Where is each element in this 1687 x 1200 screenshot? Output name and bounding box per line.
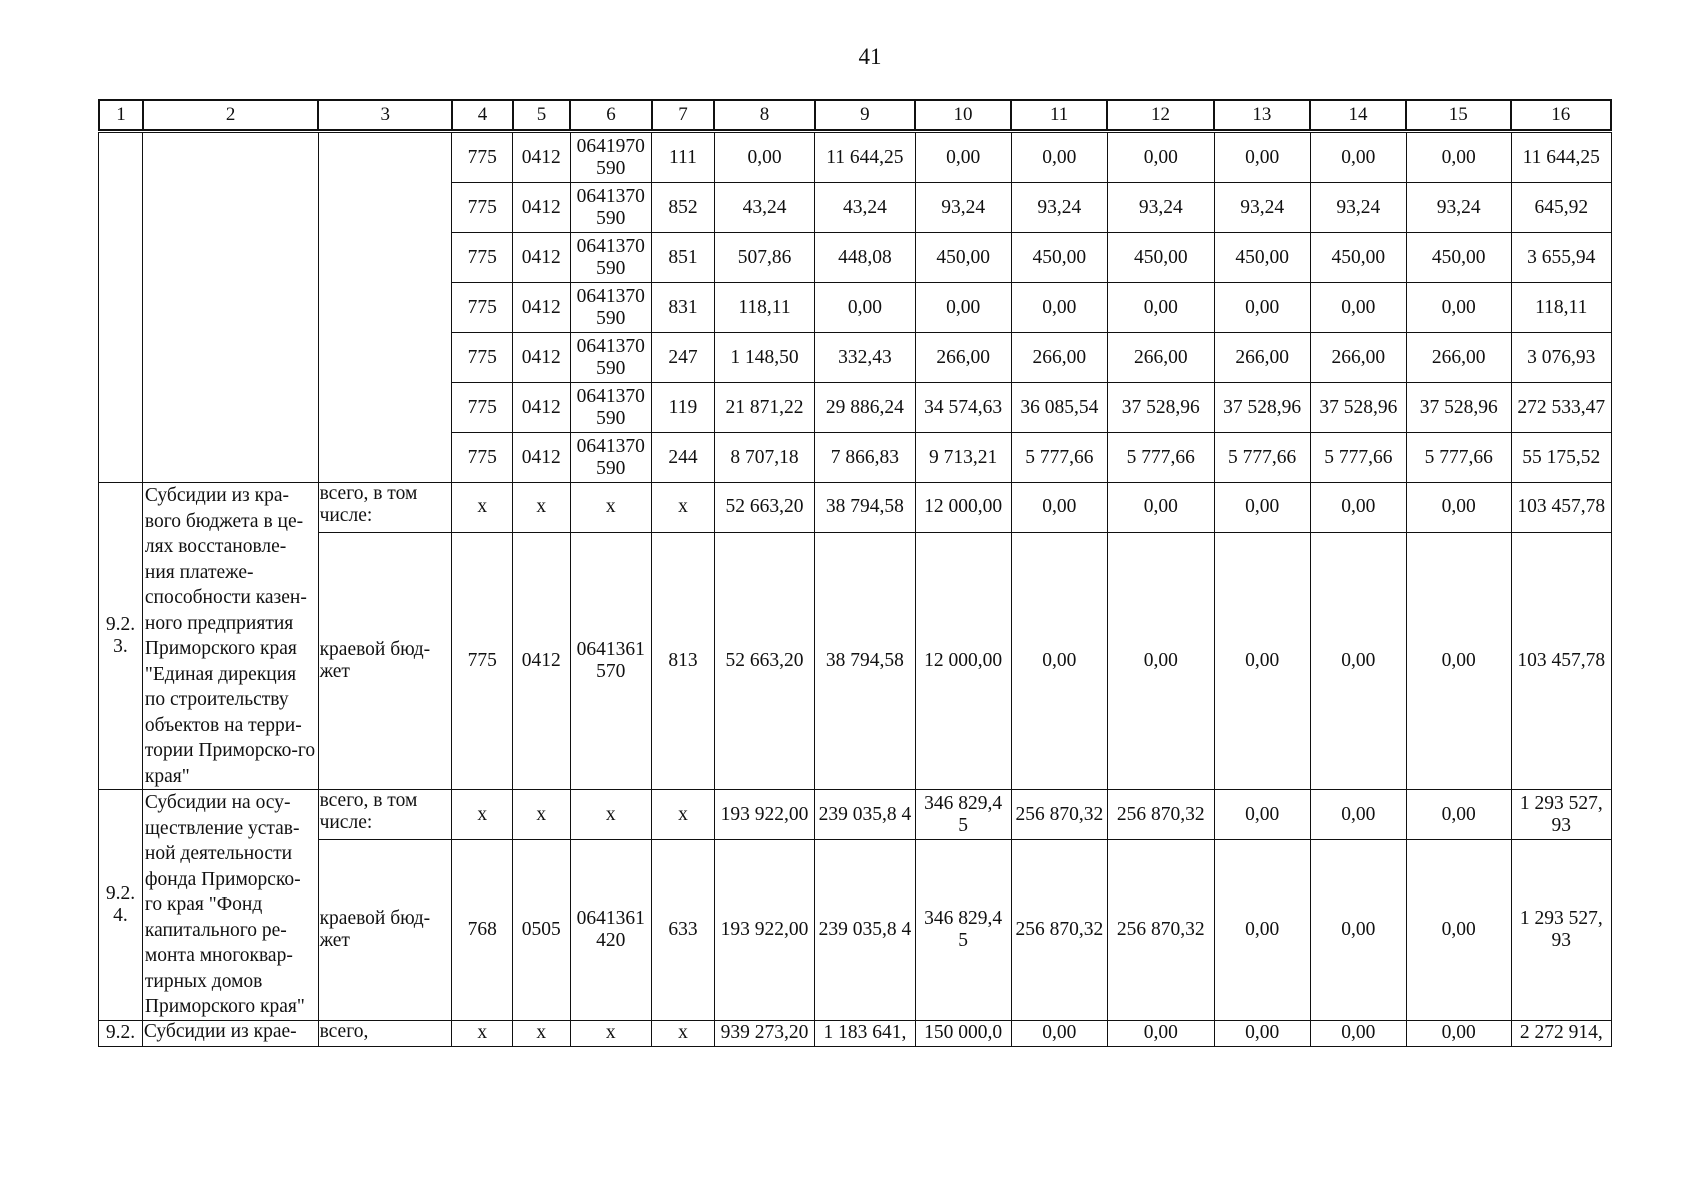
cell: 0,00	[915, 283, 1011, 333]
column-header: 15	[1406, 100, 1510, 130]
cell: 0412	[513, 383, 571, 433]
cell: 0412	[513, 532, 571, 789]
cell: x	[570, 1020, 652, 1046]
cell: 239 035,8 4	[815, 840, 915, 1020]
cell: 775	[452, 183, 513, 233]
cell: 8 707,18	[714, 433, 814, 483]
row-source-cell	[318, 133, 452, 483]
item-number: 9.2.	[99, 1020, 143, 1046]
cell: 0,00	[1107, 1020, 1214, 1046]
cell: x	[652, 483, 715, 533]
cell: 0,00	[1214, 283, 1310, 333]
cell: 0,00	[1107, 283, 1214, 333]
source-label: краевой бюд-жет	[318, 840, 452, 1020]
table-row	[99, 840, 1612, 1020]
cell: 0,00	[1214, 1020, 1310, 1046]
source-label: всего,	[318, 1020, 452, 1046]
cell: 266,00	[1107, 333, 1214, 383]
item-name: Субсидии из кра-вого бюджета в це-лях восстановле-ния платеже-способности казен-ного предприятия Приморского края "Единая дирекция по строительству объектов на терри-тории Приморско-го края"	[142, 483, 318, 790]
cell: 11 644,25	[815, 133, 915, 183]
cell: 775	[452, 333, 513, 383]
cell: 5 777,66	[1011, 433, 1107, 483]
cell: 93,24	[1406, 183, 1511, 233]
cell: 332,43	[815, 333, 915, 383]
cell: 450,00	[1107, 233, 1214, 283]
cell: 775	[452, 133, 513, 183]
cell: 1 183 641,	[815, 1020, 915, 1046]
cell: 0,00	[1310, 1020, 1406, 1046]
cell: 450,00	[1310, 233, 1406, 283]
cell: 5 777,66	[1310, 433, 1406, 483]
cell: 93,24	[915, 183, 1011, 233]
cell: 448,08	[815, 233, 915, 283]
cell: 1 293 527, 93	[1511, 840, 1612, 1020]
cell: 0,00	[1406, 1020, 1511, 1046]
cell: 256 870,32	[1107, 790, 1214, 840]
cell: 93,24	[1310, 183, 1406, 233]
cell: 346 829,4 5	[915, 790, 1011, 840]
cell: 272 533,47	[1511, 383, 1612, 433]
cell: 1 293 527, 93	[1511, 790, 1612, 840]
cell: 0,00	[1214, 483, 1310, 533]
cell: 0,00	[1107, 532, 1214, 789]
cell: 0641370 590	[570, 333, 652, 383]
cell: 450,00	[1214, 233, 1310, 283]
cell: x	[452, 483, 513, 533]
cell: 0,00	[1310, 840, 1406, 1020]
cell: 0412	[513, 333, 571, 383]
cell: 111	[652, 133, 715, 183]
cell: 1 148,50	[714, 333, 814, 383]
cell: 118,11	[714, 283, 814, 333]
cell: 3 076,93	[1511, 333, 1612, 383]
cell: 0,00	[1214, 790, 1310, 840]
cell: 0,00	[1406, 532, 1511, 789]
column-header: 7	[652, 100, 715, 130]
cell: 851	[652, 233, 715, 283]
cell: 450,00	[1406, 233, 1511, 283]
column-header: 3	[318, 100, 452, 130]
cell: 7 866,83	[815, 433, 915, 483]
cell: 266,00	[1214, 333, 1310, 383]
cell: 244	[652, 433, 715, 483]
cell: 5 777,66	[1214, 433, 1310, 483]
cell: 0,00	[815, 283, 915, 333]
cell: x	[513, 483, 571, 533]
cell: 55 175,52	[1511, 433, 1612, 483]
cell: 43,24	[714, 183, 814, 233]
cell: 34 574,63	[915, 383, 1011, 433]
cell: 38 794,58	[815, 483, 915, 533]
cell: 38 794,58	[815, 532, 915, 789]
cell: 0,00	[1406, 483, 1511, 533]
cell: 256 870,32	[1107, 840, 1214, 1020]
cell: 2 272 914,	[1511, 1020, 1612, 1046]
cell: 118,11	[1511, 283, 1612, 333]
cell: 239 035,8 4	[815, 790, 915, 840]
cell: 0412	[513, 433, 571, 483]
cell: x	[452, 1020, 513, 1046]
cell: 150 000,0	[915, 1020, 1011, 1046]
cell: 0,00	[1214, 133, 1310, 183]
cell: 0412	[513, 133, 571, 183]
cell: 256 870,32	[1011, 790, 1107, 840]
table-row	[99, 532, 1612, 789]
cell: 29 886,24	[815, 383, 915, 433]
budget-table	[98, 132, 1612, 1047]
cell: 939 273,20	[714, 1020, 814, 1046]
cell: 0,00	[1406, 790, 1511, 840]
cell: 0,00	[1214, 532, 1310, 789]
cell: 768	[452, 840, 513, 1020]
cell: 93,24	[1107, 183, 1214, 233]
cell: 0641970 590	[570, 133, 652, 183]
column-header: 8	[714, 100, 814, 130]
cell: 0641361 420	[570, 840, 652, 1020]
column-header: 11	[1011, 100, 1107, 130]
cell: x	[452, 790, 513, 840]
cell: 247	[652, 333, 715, 383]
cell: 0412	[513, 183, 571, 233]
cell: 52 663,20	[714, 532, 814, 789]
cell: 5 777,66	[1406, 433, 1511, 483]
cell: 0,00	[1310, 283, 1406, 333]
cell: 0641370 590	[570, 283, 652, 333]
cell: 0,00	[1011, 532, 1107, 789]
column-header: 2	[143, 100, 319, 130]
cell: 103 457,78	[1511, 532, 1612, 789]
cell: 119	[652, 383, 715, 433]
cell: 0,00	[1214, 840, 1310, 1020]
cell: 0,00	[1310, 483, 1406, 533]
row-number-cell	[99, 133, 143, 483]
cell: 21 871,22	[714, 383, 814, 433]
cell: 775	[452, 233, 513, 283]
cell: 93,24	[1214, 183, 1310, 233]
cell: 775	[452, 383, 513, 433]
cell: 37 528,96	[1310, 383, 1406, 433]
item-name: Субсидии из крае-	[142, 1020, 318, 1046]
cell: 0,00	[1406, 840, 1511, 1020]
cell: 775	[452, 433, 513, 483]
cell: 813	[652, 532, 715, 789]
cell: 36 085,54	[1011, 383, 1107, 433]
cell: 266,00	[1011, 333, 1107, 383]
cell: 0,00	[1310, 133, 1406, 183]
cell: 0,00	[1011, 1020, 1107, 1046]
cell: 43,24	[815, 183, 915, 233]
cell: 9 713,21	[915, 433, 1011, 483]
cell: 633	[652, 840, 715, 1020]
source-label: всего, в том числе:	[318, 790, 452, 840]
cell: 266,00	[1406, 333, 1511, 383]
cell: 3 655,94	[1511, 233, 1612, 283]
cell: 11 644,25	[1511, 133, 1612, 183]
cell: 5 777,66	[1107, 433, 1214, 483]
cell: 93,24	[1011, 183, 1107, 233]
cell: 193 922,00	[714, 840, 814, 1020]
cell: 0,00	[1011, 283, 1107, 333]
cell: 346 829,4 5	[915, 840, 1011, 1020]
cell: x	[570, 790, 652, 840]
cell: 37 528,96	[1406, 383, 1511, 433]
cell: 0,00	[915, 133, 1011, 183]
source-label: краевой бюд-жет	[318, 532, 452, 789]
cell: 0641370 590	[570, 433, 652, 483]
cell: 852	[652, 183, 715, 233]
column-header: 10	[915, 100, 1011, 130]
cell: 266,00	[915, 333, 1011, 383]
cell: 775	[452, 532, 513, 789]
cell: 645,92	[1511, 183, 1612, 233]
cell: 0641370 590	[570, 383, 652, 433]
cell: 0,00	[1310, 532, 1406, 789]
table-row	[99, 133, 1612, 183]
column-header: 6	[570, 100, 652, 130]
cell: x	[513, 1020, 571, 1046]
table-row	[99, 483, 1612, 533]
column-header: 5	[513, 100, 570, 130]
cell: 266,00	[1310, 333, 1406, 383]
cell: 0,00	[1107, 483, 1214, 533]
cell: x	[652, 1020, 715, 1046]
cell: 256 870,32	[1011, 840, 1107, 1020]
cell: x	[652, 790, 715, 840]
cell: 0,00	[714, 133, 814, 183]
cell: 0,00	[1011, 133, 1107, 183]
column-header: 14	[1310, 100, 1406, 130]
cell: x	[513, 790, 571, 840]
cell: 103 457,78	[1511, 483, 1612, 533]
column-header: 16	[1511, 100, 1611, 130]
column-number-header	[98, 99, 1612, 131]
column-header: 9	[815, 100, 915, 130]
row-name-cell	[142, 133, 318, 483]
cell: 450,00	[1011, 233, 1107, 283]
table-row	[99, 790, 1612, 840]
column-header: 12	[1107, 100, 1214, 130]
cell: 193 922,00	[714, 790, 814, 840]
column-header: 1	[99, 100, 143, 130]
cell: 37 528,96	[1214, 383, 1310, 433]
cell: 0,00	[1406, 283, 1511, 333]
cell: 0412	[513, 233, 571, 283]
cell: 0,00	[1107, 133, 1214, 183]
cell: 507,86	[714, 233, 814, 283]
cell: 52 663,20	[714, 483, 814, 533]
item-name: Субсидии на осу-ществление устав-ной деятельности фонда Приморско-го края "Фонд капитального ре-монта многоквар-тирных домов Приморского края"	[142, 790, 318, 1021]
cell: 0641370 590	[570, 233, 652, 283]
cell: 12 000,00	[915, 532, 1011, 789]
item-number: 9.2. 4.	[99, 790, 143, 1021]
cell: 0505	[513, 840, 571, 1020]
cell: 37 528,96	[1107, 383, 1214, 433]
cell: 0,00	[1310, 790, 1406, 840]
page-number: 41	[858, 44, 882, 69]
cell: 775	[452, 283, 513, 333]
cell: x	[570, 483, 652, 533]
source-label: всего, в том числе:	[318, 483, 452, 533]
cell: 0412	[513, 283, 571, 333]
cell: 0641370 590	[570, 183, 652, 233]
column-header: 13	[1214, 100, 1310, 130]
cell: 831	[652, 283, 715, 333]
cell: 0,00	[1011, 483, 1107, 533]
cell: 12 000,00	[915, 483, 1011, 533]
cell: 450,00	[915, 233, 1011, 283]
cell: 0641361 570	[570, 532, 652, 789]
item-number: 9.2. 3.	[99, 483, 143, 790]
column-header: 4	[452, 100, 513, 130]
cell: 0,00	[1406, 133, 1511, 183]
table-row	[99, 1020, 1612, 1046]
